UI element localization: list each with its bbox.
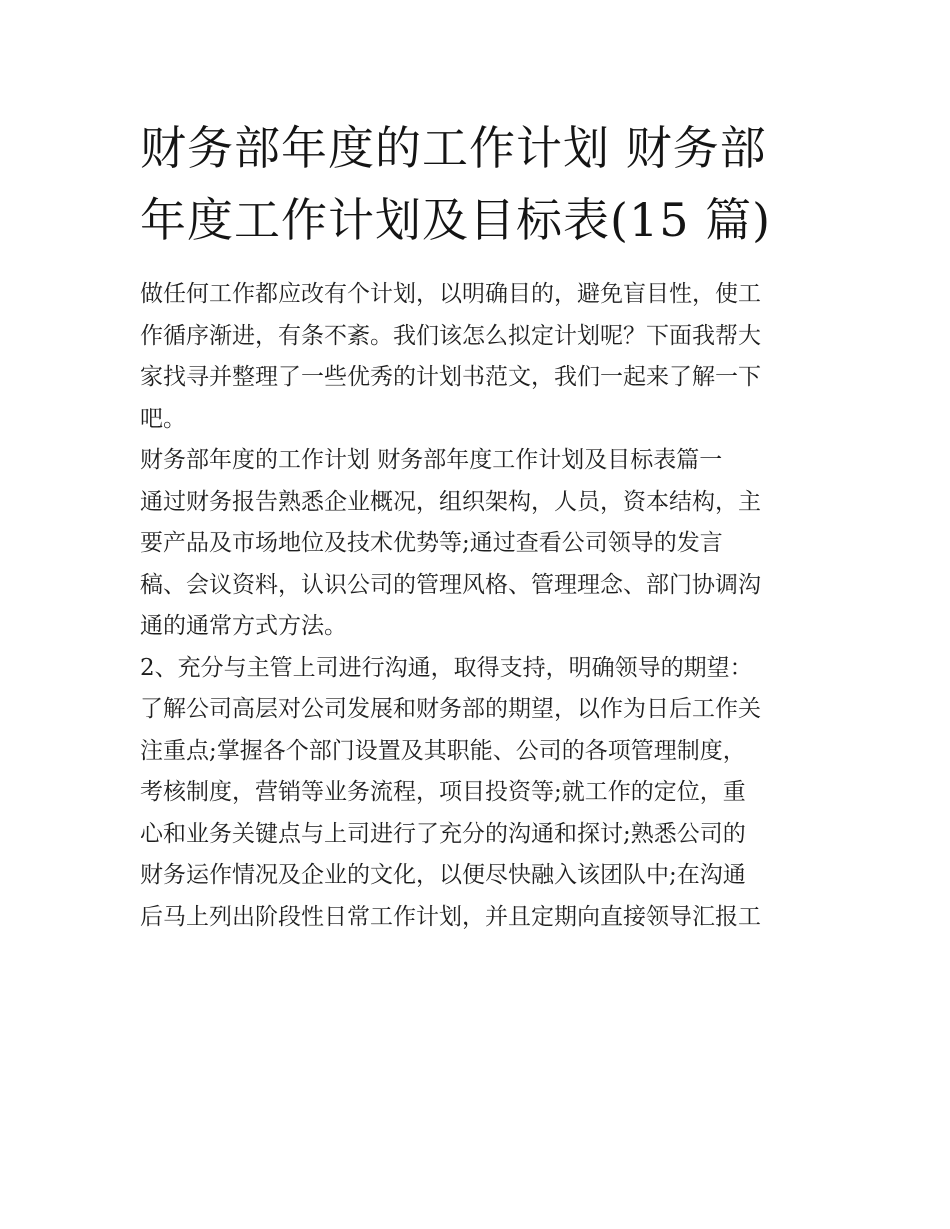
text-line: 2、充分与主管上司进行沟通，取得支持，明确领导的期望： (140, 654, 753, 681)
text-line: 心和业务关键点与上司进行了充分的沟通和探讨;熟悉公司的 (140, 820, 746, 847)
text-line: 后马上列出阶段性日常工作计划，并且定期向直接领导汇报工 (140, 903, 761, 930)
text-line: 财务部年度的工作计划 财务部年度工作计划及目标表篇一 (140, 447, 723, 473)
document-body (140, 274, 820, 938)
text-line: 吧。 (140, 405, 186, 432)
title-line: 年度工作计划及目标表(15 篇) (140, 193, 772, 247)
body-paragraph (140, 482, 820, 648)
text-line: 做任何工作都应改有个计划，以明确目的，避免盲目性，使工 (140, 281, 761, 307)
text-line: 了解公司高层对公司发展和财务部的期望，以作为日后工作关 (140, 696, 761, 722)
section-heading (140, 440, 820, 482)
text-line: 通的通常方式方法。 (140, 613, 347, 639)
document-title (140, 112, 820, 256)
document-page (140, 112, 820, 938)
text-line: 家找寻并整理了一些优秀的计划书范文，我们一起来了解一下 (140, 364, 761, 390)
body-paragraph (140, 648, 820, 939)
title-line: 财务部年度的工作计划 财务部 (140, 121, 767, 175)
text-line: 作循序渐进，有条不紊。我们该怎么拟定计划呢？下面我帮大 (140, 322, 761, 349)
intro-paragraph (140, 274, 820, 440)
text-line: 通过财务报告熟悉企业概况，组织架构，人员，资本结构，主 (140, 488, 761, 515)
text-line: 财务运作情况及企业的文化，以便尽快融入该团队中;在沟通 (140, 862, 746, 888)
text-line: 要产品及市场地位及技术优势等;通过查看公司领导的发言 (140, 530, 723, 556)
text-line: 考核制度，营销等业务流程，项目投资等;就工作的定位，重 (140, 779, 746, 805)
text-line: 注重点;掌握各个部门设置及其职能、公司的各项管理制度， (140, 737, 746, 764)
text-line: 稿、会议资料，认识公司的管理风格、管理理念、部门协调沟 (140, 571, 761, 598)
